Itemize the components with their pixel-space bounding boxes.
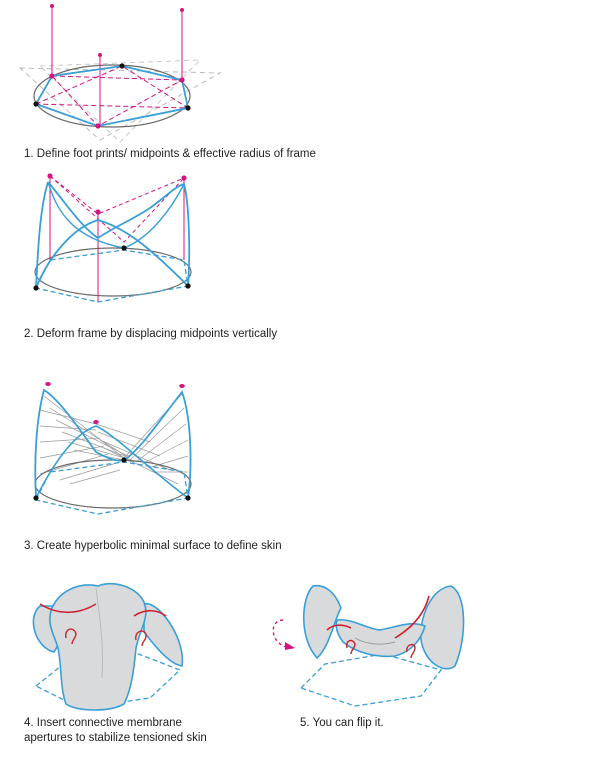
- midpoint: [49, 73, 54, 78]
- vertex: [33, 495, 38, 500]
- vertex: [185, 283, 190, 288]
- dashed-base-hexagon: [301, 654, 441, 706]
- rod-tip-center: [98, 53, 102, 57]
- vertex: [185, 105, 190, 110]
- midpoint: [47, 173, 52, 178]
- magenta-star-b: [36, 66, 188, 108]
- rod-tip-right: [180, 8, 184, 12]
- footprint-ellipse: [35, 248, 191, 296]
- vertex: [121, 457, 126, 462]
- vertex: [33, 285, 38, 290]
- flip-arrow-icon: [273, 620, 293, 648]
- rod-tip-left: [50, 4, 54, 8]
- step5-caption: 5. You can flip it.: [300, 717, 384, 729]
- midpoint: [95, 123, 100, 128]
- vertex: [121, 245, 126, 250]
- midpoint: [95, 209, 100, 214]
- step5-diagram: [255, 578, 495, 708]
- midpoint: [181, 175, 186, 180]
- surface-outline-front: [36, 426, 188, 498]
- step2-diagram: [0, 168, 600, 318]
- vertex: [119, 63, 124, 68]
- step2-caption: 2. Deform frame by displacing midpoints vertically: [24, 328, 278, 340]
- step3-caption: 3. Create hyperbolic minimal surface to define skin: [24, 540, 282, 552]
- dashed-base-hexagon: [36, 250, 188, 302]
- surface-outline-left: [35, 390, 124, 498]
- footprint-ellipse: [34, 65, 190, 127]
- step3-diagram: [0, 380, 600, 530]
- vertex: [185, 495, 190, 500]
- step4-caption-line1: 4. Insert connective membrane: [24, 717, 182, 729]
- midpoint: [179, 77, 184, 82]
- step4-diagram: [0, 578, 290, 718]
- surface-outline-right: [124, 392, 190, 498]
- deformed-frame-curve: [48, 182, 189, 286]
- step4-caption-line2: apertures to stabilize tensioned skin: [24, 732, 207, 744]
- midpoint: [179, 384, 185, 388]
- step1-caption: 1. Define foot prints/ midpoints & effective radius of frame: [24, 148, 316, 160]
- deformed-frame-back: [36, 182, 48, 288]
- magenta-star-a: [52, 76, 182, 126]
- footprint-ellipse: [35, 460, 191, 508]
- midpoint: [93, 420, 99, 424]
- vertex: [33, 101, 38, 106]
- step1-diagram: [0, 0, 600, 145]
- midpoint: [45, 382, 51, 386]
- skin-lobe-left: [304, 586, 341, 658]
- skin-lobe-right: [144, 604, 182, 666]
- skin-lobe-right: [421, 586, 464, 669]
- flip-arrow-head: [285, 642, 295, 650]
- dashed-base-hexagon: [36, 462, 188, 514]
